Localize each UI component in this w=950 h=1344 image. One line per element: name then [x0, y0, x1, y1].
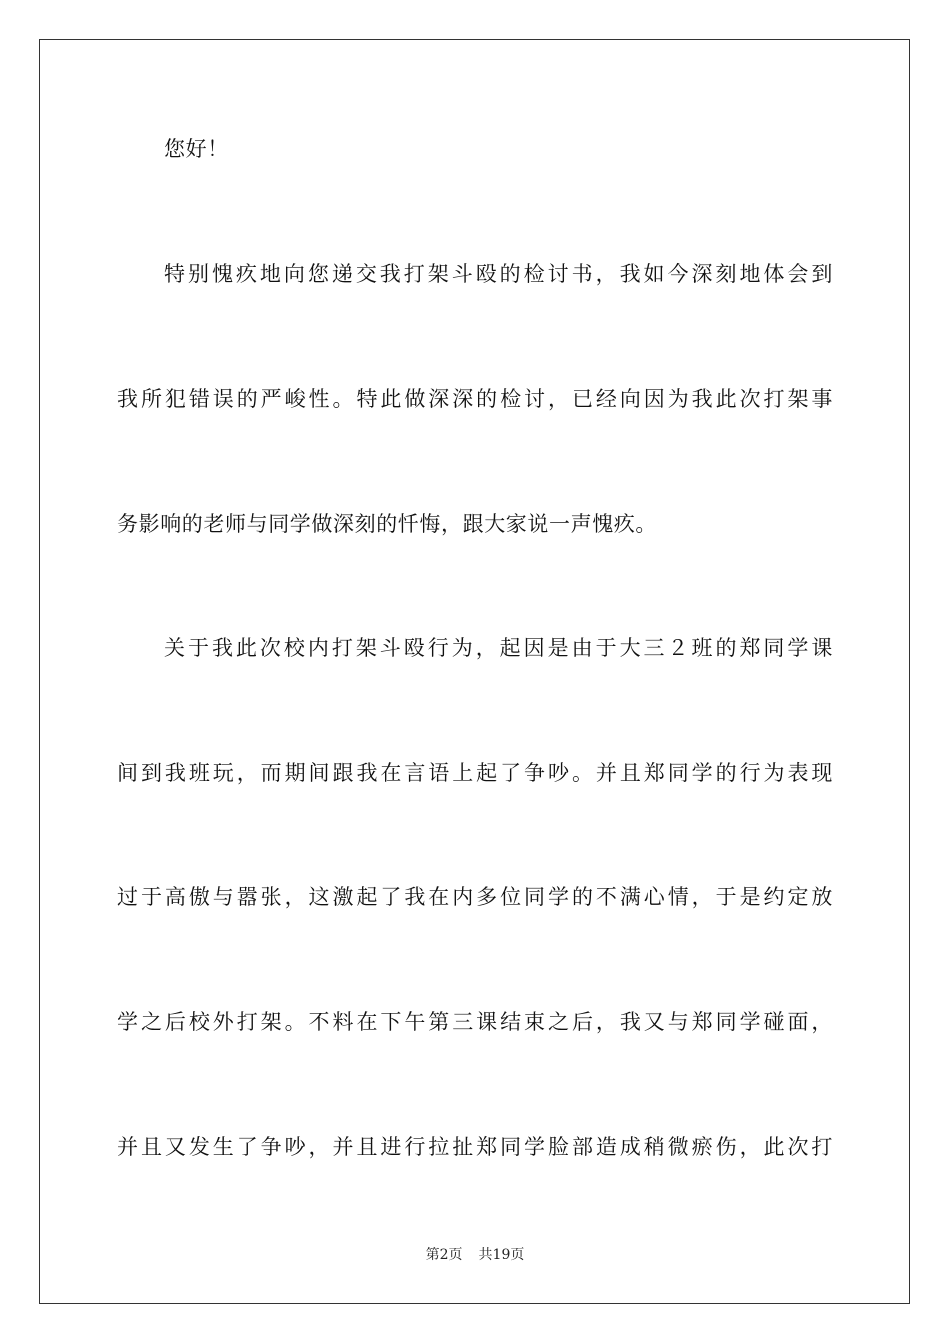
page-frame: [39, 39, 910, 1304]
paragraph-line: 关于我此次校内打架斗殴行为，起因是由于大三２班的郑同学课: [164, 636, 833, 660]
page-footer: [0, 1246, 950, 1264]
page-number: 第2页: [425, 1247, 463, 1263]
paragraph-line: 务影响的老师与同学做深刻的忏悔，跟大家说一声愧疚。: [117, 512, 657, 536]
paragraph-line: 我所犯错误的严峻性。特此做深深的检讨，已经向因为我此次打架事: [117, 387, 833, 411]
paragraph-line: 并且又发生了争吵，并且进行拉扯郑同学脸部造成稍微瘀伤，此次打: [117, 1135, 833, 1159]
total-pages: 共19页: [478, 1247, 525, 1263]
salutation-line: 您好！: [164, 137, 229, 161]
paragraph-line: 特别愧疚地向您递交我打架斗殴的检讨书，我如今深刻地体会到: [164, 262, 833, 286]
paragraph-line: 间到我班玩，而期间跟我在言语上起了争吵。并且郑同学的行为表现: [117, 761, 833, 785]
paragraph-line: 学之后校外打架。不料在下午第三课结束之后，我又与郑同学碰面，: [117, 1010, 833, 1034]
paragraph-line: 过于高傲与嚣张，这激起了我在内多位同学的不满心情，于是约定放: [117, 885, 833, 909]
